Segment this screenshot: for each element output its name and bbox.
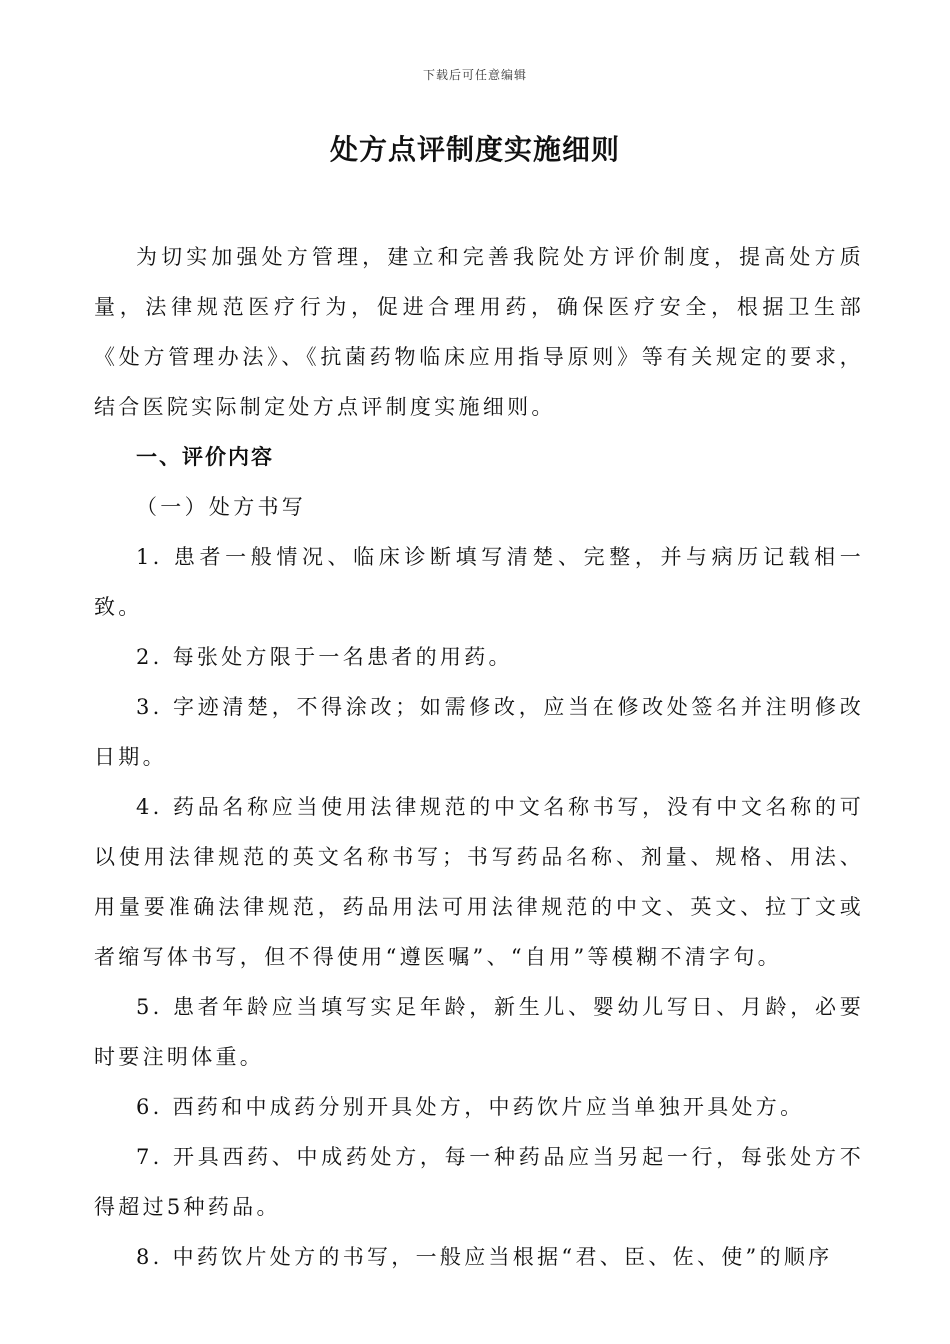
list-item-7: 7. 开具西药、中成药处方，每一种药品应当另起一行，每张处方不得超过5种药品。 xyxy=(94,1145,864,1219)
list-item-5: 5. 患者年龄应当填写实足年龄，新生儿、婴幼儿写日、月龄，必要时要注明体重。 xyxy=(94,995,864,1069)
list-item-3: 3. 字迹清楚，不得涂改；如需修改，应当在修改处签名并注明修改日期。 xyxy=(94,695,864,769)
document-title: 处方点评制度实施细则 xyxy=(329,133,620,166)
list-item-2: 2. 每张处方限于一名患者的用药。 xyxy=(136,645,513,669)
page-header-note: 下载后可任意编辑 xyxy=(422,68,527,82)
document-body xyxy=(94,232,864,1282)
list-item-1: 1. 患者一般情况、临床诊断填写清楚、完整，并与病历记载相一致。 xyxy=(94,545,864,619)
section-heading-evaluation-content: 一、评价内容 xyxy=(136,444,274,469)
list-item-8: 8. 中药饮片处方的书写，一般应当根据“君、臣、佐、使”的顺序 xyxy=(136,1245,833,1269)
intro-paragraph: 为切实加强处方管理，建立和完善我院处方评价制度，提高处方质量，法律规范医疗行为，促进合理用药，确保医疗安全，根据卫生部《处方管理办法》、《抗菌药物临床应用指导原则》等有关规定的要求，结合医院实际制定处方点评制度实施细则。 xyxy=(94,245,864,419)
list-item-6: 6. 西药和中成药分别开具处方，中药饮片应当单独开具处方。 xyxy=(136,1095,805,1119)
list-item-4: 4. 药品名称应当使用法律规范的中文名称书写，没有中文名称的可以使用法律规范的英文名称书写；书写药品名称、剂量、规格、用法、用量要准确法律规范，药品用法可用法律规范的中文、英文、拉丁文或者缩写体书写，但不得使用“遵医嘱”、“自用”等模糊不清字句。 xyxy=(94,795,864,969)
subsection-heading-prescription-writing: （一）处方书写 xyxy=(136,495,307,519)
